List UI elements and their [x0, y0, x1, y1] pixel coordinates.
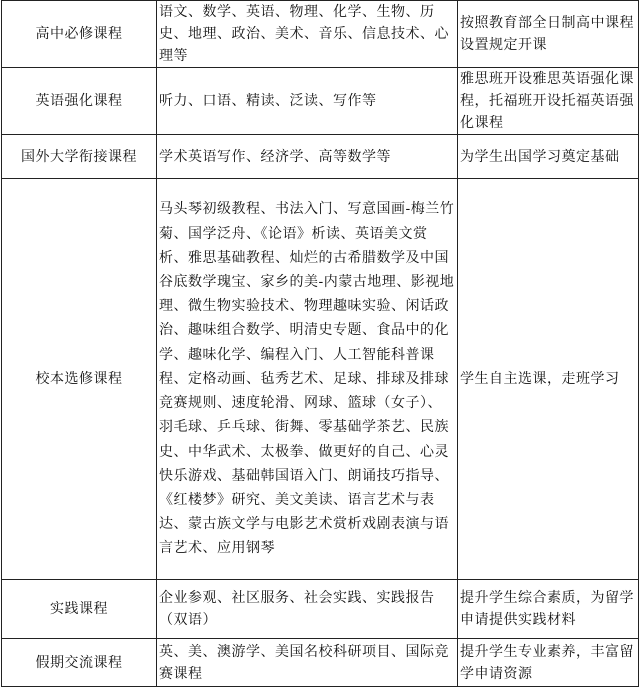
- course-category-name: 实践课程: [50, 601, 108, 617]
- course-note-cell: [458, 179, 639, 580]
- course-content-cell: [157, 1, 458, 68]
- course-category-name: 英语强化课程: [35, 93, 123, 109]
- table-row-elective-courses: [2, 179, 639, 580]
- course-category-cell: [2, 68, 157, 135]
- course-category-cell: [2, 1, 157, 68]
- course-note-cell: [458, 639, 639, 687]
- course-content-text: 听力、口语、精读、泛读、写作等: [159, 93, 377, 109]
- course-category-cell: [2, 639, 157, 687]
- table-row-holiday-exchange-courses: [2, 639, 639, 687]
- course-note-cell: [458, 1, 639, 68]
- course-table: [1, 0, 639, 687]
- course-content-text: 马头琴初级教程、书法入门、写意国画-梅兰竹菊、国学泛舟、《论语》析读、英语美文赏析、雅思基础教程、灿烂的古希腊数学及中国谷底数学瑰宝、家乡的美-内蒙古地理、影视地理、微生物实验技术、物理趣味实验、闲话政治、趣味组合数学、明清史专题、食品中的化学、趣味化学、编程入门、人工智能科普课程、定格动画、毡秀艺术、足球、排球及排球竞赛规则、速度轮滑、网球、篮球（女子）、羽毛球、乒乓球、街舞、零基础学茶艺、民族史、中华武术、太极拳、做更好的自己、心灵快乐游戏、基础韩国语入门、朗诵技巧指导、《红楼梦》研究、美文美读、语言艺术与表达、蒙古族文学与电影艺术赏析戏剧表演与语言艺术、应用钢琴: [159, 201, 455, 557]
- table-row-english-courses: [2, 68, 639, 135]
- course-content-cell: [157, 639, 458, 687]
- course-category-cell: [2, 135, 157, 179]
- course-category-name: 校本选修课程: [35, 371, 123, 387]
- table-row-practice-courses: [2, 580, 639, 639]
- course-note-cell: [458, 135, 639, 179]
- course-note-cell: [458, 68, 639, 135]
- course-content-text: 学术英语写作、经济学、高等数学等: [159, 148, 391, 165]
- course-content-text: 语文、数学、英语、物理、化学、生物、历史、地理、政治、美术、音乐、信息技术、心理等: [159, 4, 449, 64]
- course-note-text: 提升学生专业素养，丰富留学申请资源: [460, 643, 634, 682]
- course-note-text: 雅思班开设雅思英语强化课程，托福班开设托福英语强化课程: [460, 71, 634, 131]
- course-category-cell: [2, 179, 157, 580]
- course-category-name: 高中必修课程: [35, 26, 123, 42]
- course-content-cell: [157, 179, 458, 580]
- course-category-name: 假期交流课程: [35, 654, 123, 671]
- course-category-cell: [2, 580, 157, 639]
- course-note-text: 提升学生综合素质，为留学申请提供实践材料: [460, 590, 634, 628]
- table-row-required-courses: [2, 1, 639, 68]
- course-content-text: 英、美、澳游学、美国名校科研项目、国际竞赛课程: [159, 643, 449, 682]
- course-content-cell: [157, 68, 458, 135]
- course-category-name: 国外大学衔接课程: [21, 148, 137, 165]
- course-content-text: 企业参观、社区服务、社会实践、实践报告（双语）: [159, 590, 435, 628]
- course-note-text: 为学生出国学习奠定基础: [460, 148, 620, 165]
- course-content-cell: [157, 135, 458, 179]
- course-note-text: 学生自主选课，走班学习: [460, 371, 620, 387]
- course-note-cell: [458, 580, 639, 639]
- course-content-cell: [157, 580, 458, 639]
- course-note-text: 按照教育部全日制高中课程设置规定开课: [460, 15, 634, 53]
- table-row-bridge-courses: [2, 135, 639, 179]
